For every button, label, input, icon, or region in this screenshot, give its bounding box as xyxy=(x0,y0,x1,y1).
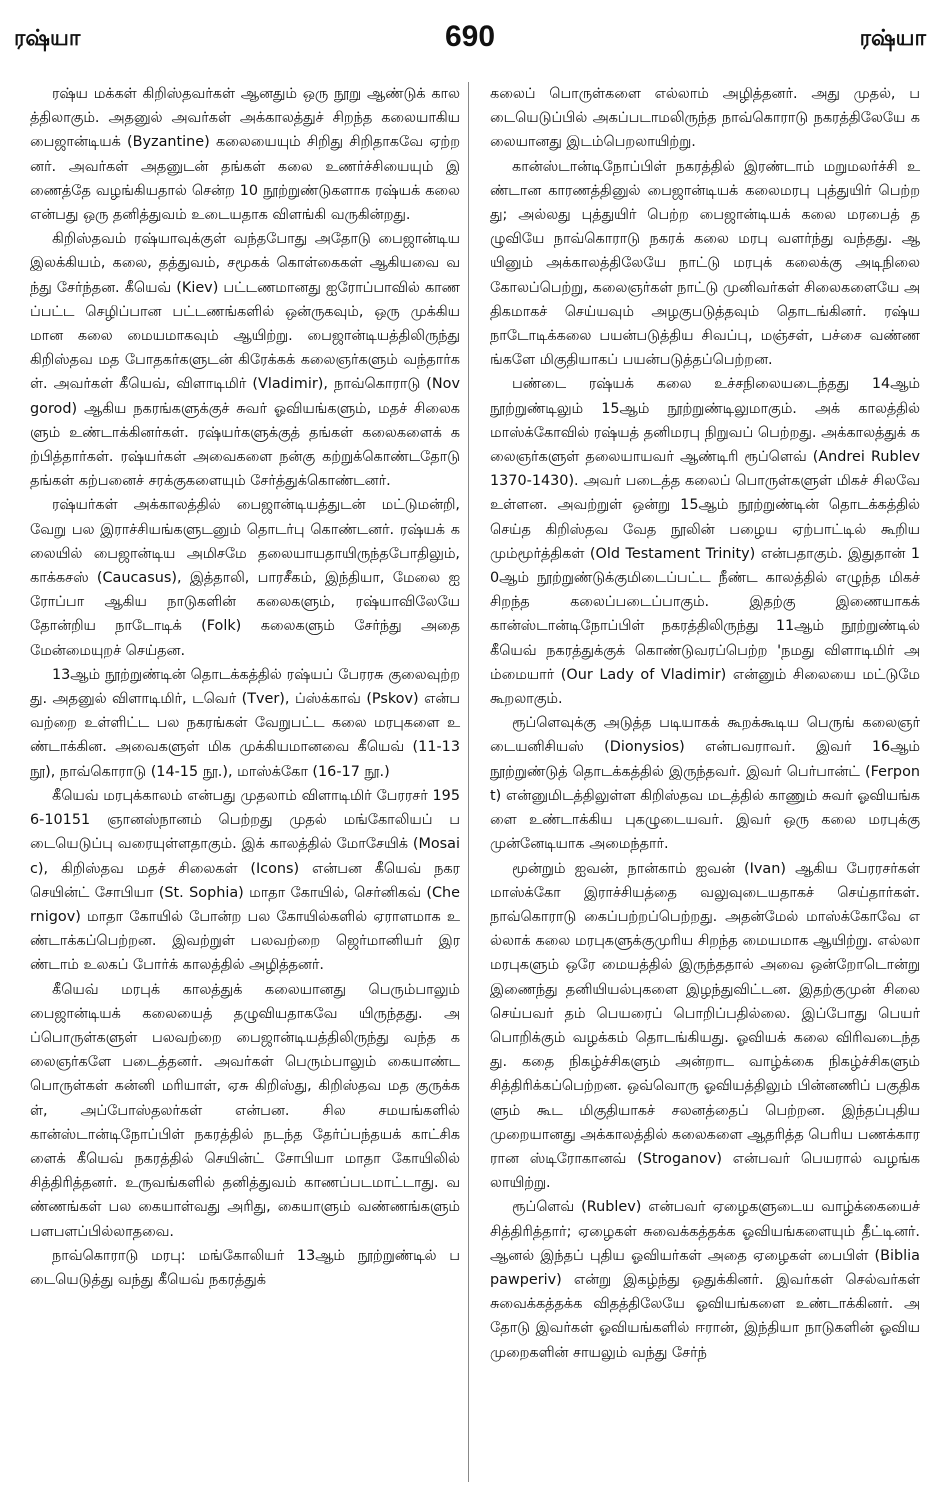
paragraph: 13ஆம் நூற்றுண்டின் தொடக்கத்தில் ரஷ்யப் பேரரசு குலைவுற்றது. அதனுல் விளாடிமிர், டவெர் (Tver), ப்ஸ்க்காவ் (Pskov) என்பவற்றை உள்ளிட்ட பல நகரங்கள் வேறுபட்ட கலை மரபுகளை உண்டாக்கின. அவைகளுள் மிக முக்கியமானவை கீயெவ் (11-13 நூ), நாவ்கொராடு (14-15 நூ.), மாஸ்க்கோ (16-17 நூ.) xyxy=(30,666,460,780)
page-number: 690 xyxy=(444,20,496,53)
paragraph: கீயெவ் மரபுக் காலத்துக் கலையானது பெரும்பாலும் பைஜான்டியக் கலையைத் தழுவியதாகவே யிருந்தது. அப்பொருள்களுள் பலவற்றை பைஜான்டியத்திலிருந்து வந்த கலைஞர்களே படைத்தனர். அவர்கள் பெரும்பாலும் கையாண்ட பொருள்கள் கன்னி மரியாள், ஏசு கிறிஸ்து, கிறிஸ்தவ மத குருக்கள், அப்போஸ்தலர்கள் என்பன. சில சமயங்களில் கான்ஸ்டான்டிநோப்பிள் நகரத்தில் நடந்த தேர்ப்பந்தயக் காட்சிகளைக் கீயெவ் நகரத்தில் செயின்ட் சோபியா மாதா கோயிலில் சித்திரித்தனர். உருவங்களில் தனித்துவம் காணப்படமாட்டாது. வண்ணங்கள் பல கையாள்வது அரிது, கையாளும் வண்ணங்களும் பளபளப்பில்லாதவை. xyxy=(30,981,460,1240)
running-head-left: ரஷ்யா xyxy=(14,26,81,51)
column-divider xyxy=(468,82,469,1482)
paragraph: ரஷ்யர்கள் அக்காலத்தில் பைஜான்டியத்துடன் மட்டுமன்றி, வேறு பல இராச்சியங்களுடனும் தொடர்பு கொண்டனர். ரஷ்யக் கலையில் பைஜான்டிய அமிசமே தலையாயதாயிருந்தபோதிலும், காக்கசஸ் (Caucasus), இத்தாலி, பாரசீகம், இந்தியா, மேலை ஐரோப்பா ஆகிய நாடுகளின் கலைகளும், ரஷ்யாவிலேயே தோன்றிய நாடோடிக் (Folk) கலைகளும் சேர்ந்து அதை மேன்மையுறச் செய்தன. xyxy=(30,497,460,659)
paragraph: கீயெவ் மரபுக்காலம் என்பது முதலாம் விளாடிமிர் பேரரசர் 1956-10151 ஞானஸ்நானம் பெற்றது முதல் மங்கோலியப் படையெடுப்பு வரையுள்ளதாகும். இக் காலத்தில் மோசேயிக் (Mosaic), கிறிஸ்தவ மதச் சிலைகள் (Icons) என்பன கீயெவ் நகர செயின்ட் சோபியா (St. Sophia) மாதா கோயில், செர்னிகவ் (Chernigov) மாதா கோயில் போன்ற பல கோயில்களில் ஏராளமாக உண்டாக்கப்பெற்றன. இவற்றுள் பலவற்றை ஜெர்மானியர் இரண்டாம் உலகப் போர்க் காலத்தில் அழித்தனர். xyxy=(30,787,460,974)
paragraph: கலைப் பொருள்களை எல்லாம் அழித்தனர். அது முதல், படையெடுப்பில் அகப்படாமலிருந்த நாவ்கொராடு நகரத்திலேயே கலையானது இடம்பெறலாயிற்று. xyxy=(490,86,920,151)
paragraph: நாவ்கொராடு மரபு: மங்கோலியர் 13ஆம் நூற்றுண்டில் படையெடுத்து வந்து கீயெவ் நகரத்துக் xyxy=(30,1247,460,1288)
page-header xyxy=(0,0,940,60)
paragraph: கான்ஸ்டான்டிநோப்பிள் நகரத்தில் இரண்டாம் மறுமலர்ச்சி உண்டான காரணத்தினுல் பைஜான்டியக் கலைமரபு புத்துயிர் பெற்றது; அல்லது புத்துயிர் பெற்ற பைஜான்டியக் கலை மரபைத் தழுவியே நாவ்கொராடு நகரக் கலை மரபு வளர்ந்து வந்தது. ஆயினும் அக்காலத்திலேயே நாட்டு மரபுக் கலைக்கு அடிநிலை கோலப்பெற்று, கலைஞர்கள் நாட்டு முனிவர்கள் சிலைகளையே அதிகமாகச் செய்யவும் அழகுபடுத்தவும் தொடங்கினர். ரஷ்ய நாடோடிக்கலை பயன்படுத்திய சிவப்பு, மஞ்சள், பச்சை வண்ணங்களே மிகுதியாகப் பயன்படுத்தப்பெற்றன. xyxy=(490,158,920,369)
left-column xyxy=(30,82,460,1292)
paragraph: ரஷ்ய மக்கள் கிறிஸ்தவர்கள் ஆனதும் ஒரு நூறு ஆண்டுக் காலத்திலாகும். அதனுல் அவர்கள் அக்காலத்துச் சிறந்த கலையாகிய பைஜான்டியக் (Byzantine) கலையையும் சிறிது சிறிதாகவே ஏற்றனர். அவர்கள் அதனுடன் தங்கள் கலை உணர்ச்சியையும் இணைத்தே வழங்கியதால் சென்ற 10 நூற்றுண்டுகளாக ரஷ்யக் கலை என்பது ஒரு தனித்துவம் உடையதாக விளங்கி வருகின்றது. xyxy=(30,86,460,224)
paragraph: மூன்றும் ஐவன், நான்காம் ஐவன் (Ivan) ஆகிய பேரரசர்கள் மாஸ்க்கோ இராச்சியத்தை வலுவுடையதாகச் செய்தார்கள். நாவ்கொராடு கைப்பற்றப்பெற்றது. அதன்மேல் மாஸ்க்கோவே எல்லாக் கலை மரபுகளுக்குமுரிய சிறந்த மையமாக ஆயிற்று. எல்லா மரபுகளும் ஒரே மையத்தில் இருந்ததால் அவை ஒன்றோடொன்று இணைந்து தனியியல்புகளை இழந்துவிட்டன. இதற்குமுன் சிலை செய்பவர் தம் பெயரைப் பொறிப்பதில்லை. இப்போது பெயர் பொறிக்கும் வழக்கம் தொடங்கியது. ஓவியக் கலை விரிவடைந்தது. கதை நிகழ்ச்சிகளும் அன்றாட வாழ்க்கை நிகழ்ச்சிகளும் சித்திரிக்கப்பெற்றன. ஒவ்வொரு ஓவியத்திலும் பின்னணிப் பகுதிகளும் கூட மிகுதியாகச் சலனத்தைப் பெற்றன. இந்தப்புதிய முறையானது அக்காலத்தில் கலைகளை ஆதரித்த பெரிய பணக்காரரான ஸ்டிரோகானவ் (Stroganov) என்பவர் பெயரால் வழங்கலாயிற்று. xyxy=(490,860,920,1192)
paragraph: கிறிஸ்தவம் ரஷ்யாவுக்குள் வந்தபோது அதோடு பைஜான்டிய இலக்கியம், கலை, தத்துவம், சமூகக் கொள்கைகள் ஆகியவை வந்து சேர்ந்தன. கீயெவ் (Kiev) பட்டணமானது ஐரோப்பாவில் காணப்பட்ட செழிப்பான பட்டணங்களில் ஒன்ருகவும், ஒரு முக்கியமான கலை மையமாகவும் ஆயிற்று. பைஜான்டியத்திலிருந்து கிறிஸ்தவ மத போதகர்களுடன் கிரேக்கக் கலைஞர்களும் வந்தார்கள். அவர்கள் கீயெவ், விளாடிமிர் (Vladimir), நாவ்கொராடு (Novgorod) ஆகிய நகரங்களுக்குச் சுவர் ஓவியங்களும், மதச் சிலைகளும் உண்டாக்கினர்கள். ரஷ்யர்களுக்குத் தங்கள் கலைகளைக் கற்பித்தார்கள். ரஷ்யர்கள் அவைகளை நன்கு கற்றுக்கொண்டதோடு தங்கள் கற்பனைச் சரக்குகளையும் சேர்த்துக்கொண்டனர். xyxy=(30,231,460,490)
paragraph: ரூப்ளெவுக்கு அடுத்த படியாகக் கூறக்கூடிய பெருங் கலைஞர் டையனிசியஸ் (Dionysios) என்பவராவர். இவர் 16ஆம் நூற்றுண்டுத் தொடக்கத்தில் இருந்தவர். இவர் பெர்பான்ட் (Ferpont) என்னுமிடத்திலுள்ள கிறிஸ்தவ மடத்தில் காணும் சுவர் ஓவியங்களை உண்டாக்கிய புகழுடையவர். இவர் ஒரு கலை மரபுக்கு முன்னேடியாக அமைந்தார். xyxy=(490,715,920,853)
running-head-right: ரஷ்யா xyxy=(859,26,926,51)
paragraph: ரூப்ளெவ் (Rublev) என்பவர் ஏழைகளுடைய வாழ்க்கையைச் சித்திரித்தார்; ஏழைகள் சுவைக்கத்தக்க ஓவியங்களையும் தீட்டினர். ஆனல் இந்தப் புதிய ஓவியர்கள் அதை ஏழைகள் பைபிள் (Biblia pawperiv) என்று இகழ்ந்து ஒதுக்கினர். இவர்கள் செல்வர்கள் சுவைக்கத்தக்க விதத்திலேயே ஓவியங்களை உண்டாக்கினர். அதோடு இவர்கள் ஓவியங்களில் ஈரான், இந்தியா நாடுகளின் ஓவிய முறைகளின் சாயலும் வந்து சேர்ந் xyxy=(490,1199,920,1361)
right-column xyxy=(490,82,920,1365)
paragraph: பண்டை ரஷ்யக் கலை உச்சநிலையடைந்தது 14ஆம் நூற்றுண்டிலும் 15ஆம் நூற்றுண்டிலுமாகும். அக் காலத்தில் மாஸ்க்கோவில் ரஷ்யத் தனிமரபு நிறுவப் பெற்றது. அக்காலத்துக் கலைஞர்களுள் தலையாயவர் ஆண்டிரி ரூப்ளெவ் (Andrei Rublev 1370-1430). அவர் படைத்த கலைப் பொருள்களுள் மிகச் சிலவே உள்ளன. அவற்றுள் ஒன்று 15ஆம் நூற்றுண்டின் தொடக்கத்தில் செய்த கிறிஸ்தவ வேத நூலின் பழைய ஏற்பாட்டில் கூறிய மும்மூர்த்திகள் (Old Testament Trinity) என்பதாகும். இதுதான் 10ஆம் நூற்றுண்டுக்குமிடைப்பட்ட நீண்ட காலத்தில் எழுந்த மிகச் சிறந்த கலைப்படைப்பாகும். இதற்கு இணையாகக் கான்ஸ்டான்டிநோப்பிள் நகரத்திலிருந்து 11ஆம் நூற்றுண்டில் கீயெவ் நகரத்துக்குக் கொண்டுவரப்பெற்ற 'நமது விளாடிமிர் அம்மையார் (Our Lady of Vladimir) என்னும் சிலையை மட்டுமே கூறலாகும். xyxy=(490,376,920,708)
